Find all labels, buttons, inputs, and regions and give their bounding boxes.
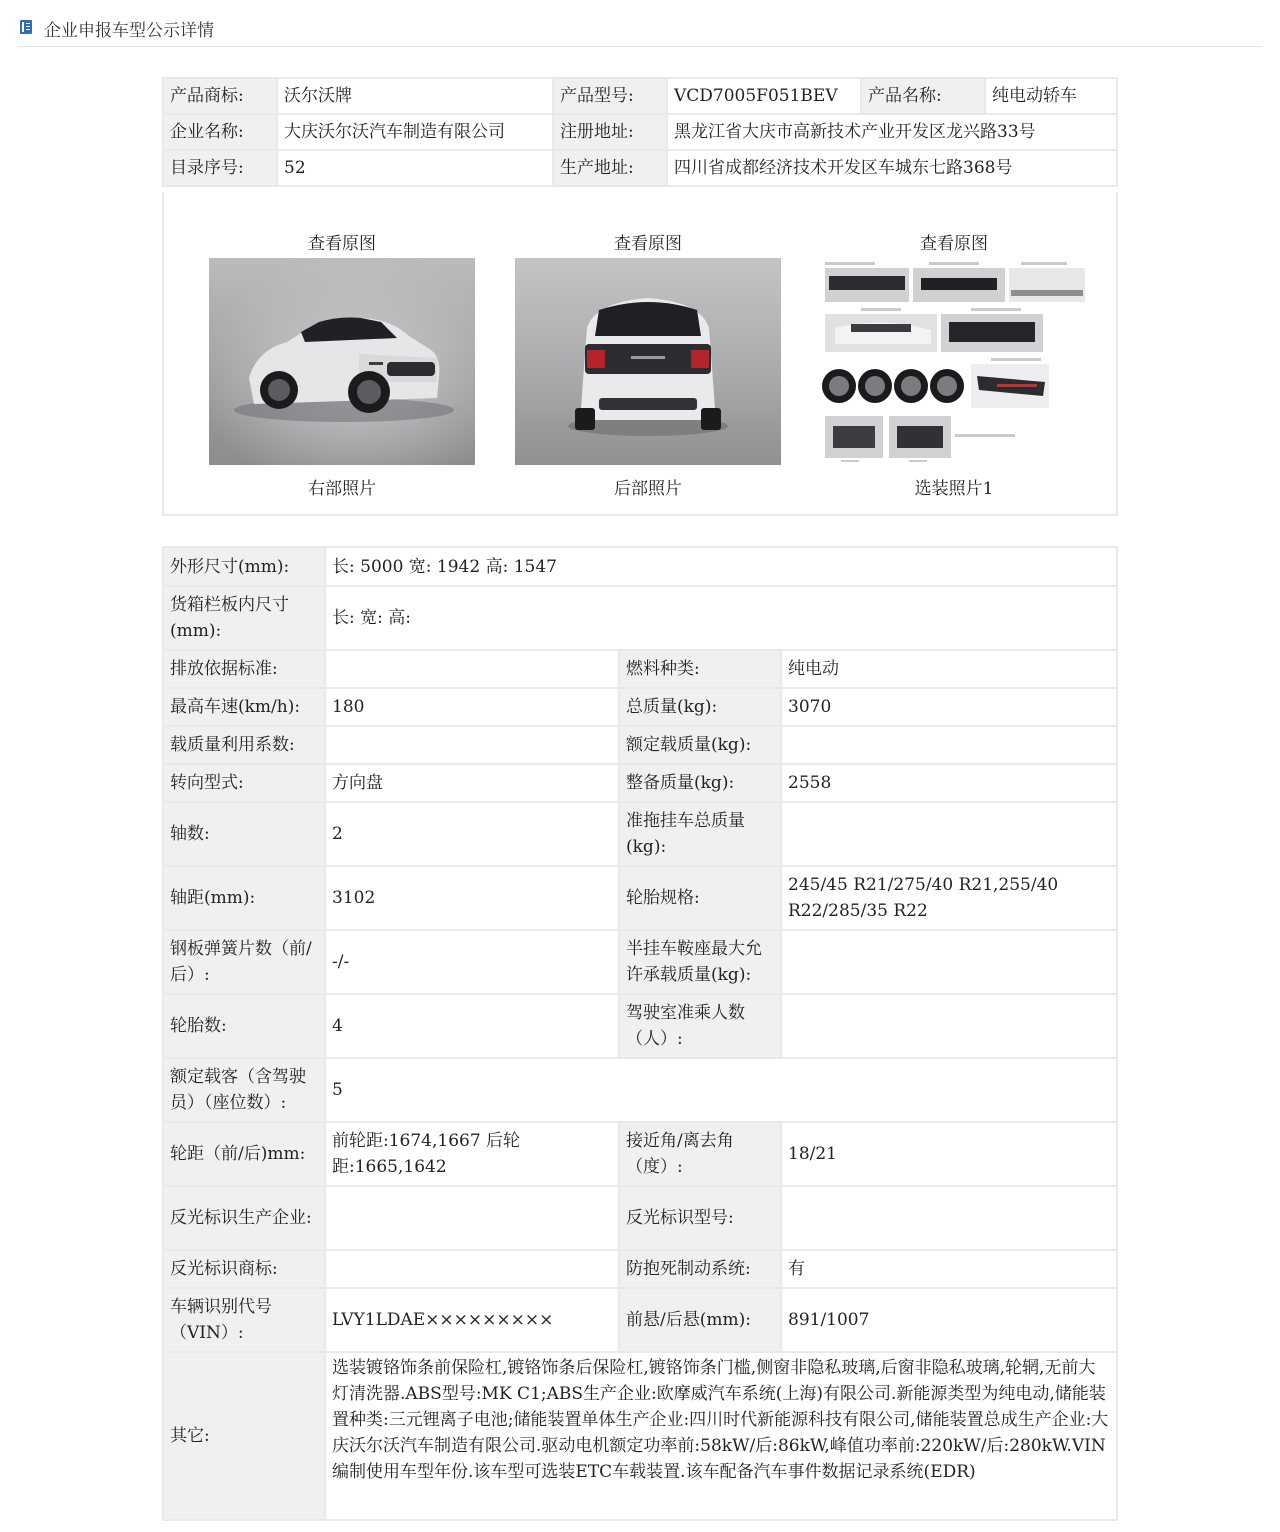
dims-value: 长: 5000 宽: 1942 高: 1547 xyxy=(326,548,1116,585)
curb-value: 2558 xyxy=(782,765,1116,801)
right-photo-image[interactable] xyxy=(209,258,475,465)
rated-load-label: 额定载质量(kg): xyxy=(620,727,780,763)
rear-photo-caption: 后部照片 xyxy=(614,479,682,499)
view-original-link[interactable]: 查看原图 xyxy=(614,234,682,254)
company-value: 大庆沃尔沃汽车制造有限公司 xyxy=(278,115,552,149)
catalog-label: 目录序号: xyxy=(164,151,276,185)
refl-maker-label: 反光标识生产企业: xyxy=(164,1187,324,1249)
reg-addr-value: 黑龙江省大庆市高新技术产业开发区龙兴路33号 xyxy=(668,115,1116,149)
product-info-table xyxy=(162,77,1118,187)
steer-value: 方向盘 xyxy=(326,765,618,801)
table-row xyxy=(164,587,1116,649)
mass-value: 3070 xyxy=(782,689,1116,725)
table-row xyxy=(164,803,1116,865)
rated-load-value xyxy=(782,727,1116,763)
refl-brand-label: 反光标识商标: xyxy=(164,1251,324,1287)
abs-label: 防抱死制动系统: xyxy=(620,1251,780,1287)
table-row xyxy=(164,765,1116,801)
page-title: 企业申报车型公示详情 xyxy=(44,21,214,41)
trailer-value xyxy=(782,803,1116,865)
name-label: 产品名称: xyxy=(862,79,984,113)
emission-label: 排放依据标准: xyxy=(164,651,324,687)
speed-value: 180 xyxy=(326,689,618,725)
company-label: 企业名称: xyxy=(164,115,276,149)
load-coef-value xyxy=(326,727,618,763)
table-row xyxy=(164,1059,1116,1121)
table-row xyxy=(164,115,1116,149)
table-row xyxy=(164,727,1116,763)
photo-right xyxy=(209,192,475,501)
wheelbase-value: 3102 xyxy=(326,867,618,929)
emission-value xyxy=(326,651,618,687)
steer-label: 转向型式: xyxy=(164,765,324,801)
options-photo-caption: 选装照片1 xyxy=(914,479,994,499)
spring-value: -/- xyxy=(326,931,618,993)
other-value: 选装镀铬饰条前保险杠,镀铬饰条后保险杠,镀铬饰条门槛,侧窗非隐私玻璃,后窗非隐私玻璃,轮辋,无前大灯清洗器.ABS型号:MK C1;ABS生产企业:欧摩威汽车系统(上海)有限公司.新能源类型为纯电动,储能装置种类:三元锂离子电池;储能装置单体生产企业:四川时代新能源科技有限公司,储能装置总成生产企业:大庆沃尔沃汽车制造有限公司.驱动电机额定功率前:58kW/后:86kW,峰值功率前:220kW/后:280kW.VIN编制使用车型年份.该车型可选装ETC车载装置.该车配备汽车事件数据记录系统(EDR) xyxy=(326,1353,1116,1519)
overhang-label: 前悬/后悬(mm): xyxy=(620,1289,780,1351)
rear-photo-image[interactable] xyxy=(515,258,781,465)
brand-label: 产品商标: xyxy=(164,79,276,113)
fuel-value: 纯电动 xyxy=(782,651,1116,687)
track-value: 前轮距:1674,1667 后轮距:1665,1642 xyxy=(326,1123,618,1185)
photo-options xyxy=(821,192,1087,501)
axles-value: 2 xyxy=(326,803,618,865)
spring-label: 钢板弹簧片数（前/后）: xyxy=(164,931,324,993)
abs-value: 有 xyxy=(782,1251,1116,1287)
model-label: 产品型号: xyxy=(554,79,666,113)
angle-label: 接近角/离去角（度）: xyxy=(620,1123,780,1185)
table-row xyxy=(164,931,1116,993)
name-value: 纯电动轿车 xyxy=(986,79,1116,113)
options-photo-image[interactable] xyxy=(821,258,1087,465)
curb-label: 整备质量(kg): xyxy=(620,765,780,801)
wheelbase-label: 轴距(mm): xyxy=(164,867,324,929)
reg-addr-label: 注册地址: xyxy=(554,115,666,149)
table-row xyxy=(164,79,1116,113)
view-original-link[interactable]: 查看原图 xyxy=(920,234,988,254)
catalog-value: 52 xyxy=(278,151,552,185)
fuel-label: 燃料种类: xyxy=(620,651,780,687)
table-row xyxy=(164,1289,1116,1351)
table-row xyxy=(164,689,1116,725)
mass-label: 总质量(kg): xyxy=(620,689,780,725)
table-row xyxy=(164,651,1116,687)
brand-value: 沃尔沃牌 xyxy=(278,79,552,113)
photo-rear xyxy=(515,192,781,501)
tire-value: 245/45 R21/275/40 R21,255/40 R22/285/35 R22 xyxy=(782,867,1116,929)
seats-label: 额定载客（含驾驶员）（座位数）: xyxy=(164,1059,324,1121)
table-row xyxy=(164,995,1116,1057)
prod-addr-value: 四川省成都经济技术开发区车城东七路368号 xyxy=(668,151,1116,185)
cab-value xyxy=(782,995,1116,1057)
other-label: 其它: xyxy=(164,1353,324,1519)
table-row xyxy=(164,151,1116,185)
trailer-label: 准拖挂车总质量(kg): xyxy=(620,803,780,865)
spec-table xyxy=(162,546,1118,1521)
refl-model-value xyxy=(782,1187,1116,1249)
tires-value: 4 xyxy=(326,995,618,1057)
table-row xyxy=(164,1353,1116,1519)
table-row xyxy=(164,1187,1116,1249)
tires-label: 轮胎数: xyxy=(164,995,324,1057)
tire-label: 轮胎规格: xyxy=(620,867,780,929)
axles-label: 轴数: xyxy=(164,803,324,865)
refl-brand-value xyxy=(326,1251,618,1287)
page-header xyxy=(18,14,1262,47)
table-row xyxy=(164,867,1116,929)
refl-maker-value xyxy=(326,1187,618,1249)
seats-value: 5 xyxy=(326,1059,1116,1121)
view-original-link[interactable]: 查看原图 xyxy=(308,234,376,254)
saddle-value xyxy=(782,931,1116,993)
saddle-label: 半挂车鞍座最大允许承载质量(kg): xyxy=(620,931,780,993)
table-row xyxy=(164,1251,1116,1287)
model-value: VCD7005F051BEV xyxy=(668,79,860,113)
dims-label: 外形尺寸(mm): xyxy=(164,548,324,585)
cargo-label: 货箱栏板内尺寸(mm): xyxy=(164,587,324,649)
vin-value: LVY1LDAE××××××××× xyxy=(326,1289,618,1351)
vin-label: 车辆识别代号（VIN）: xyxy=(164,1289,324,1351)
angle-value: 18/21 xyxy=(782,1123,1116,1185)
cargo-value: 长: 宽: 高: xyxy=(326,587,1116,649)
book-icon xyxy=(20,20,32,34)
track-label: 轮距（前/后)mm: xyxy=(164,1123,324,1185)
speed-label: 最高车速(km/h): xyxy=(164,689,324,725)
prod-addr-label: 生产地址: xyxy=(554,151,666,185)
table-row xyxy=(164,548,1116,585)
photo-panel xyxy=(162,192,1118,516)
cab-label: 驾驶室准乘人数（人）: xyxy=(620,995,780,1057)
overhang-value: 891/1007 xyxy=(782,1289,1116,1351)
right-photo-caption: 右部照片 xyxy=(308,479,376,499)
table-row xyxy=(164,1123,1116,1185)
load-coef-label: 载质量利用系数: xyxy=(164,727,324,763)
refl-model-label: 反光标识型号: xyxy=(620,1187,780,1249)
